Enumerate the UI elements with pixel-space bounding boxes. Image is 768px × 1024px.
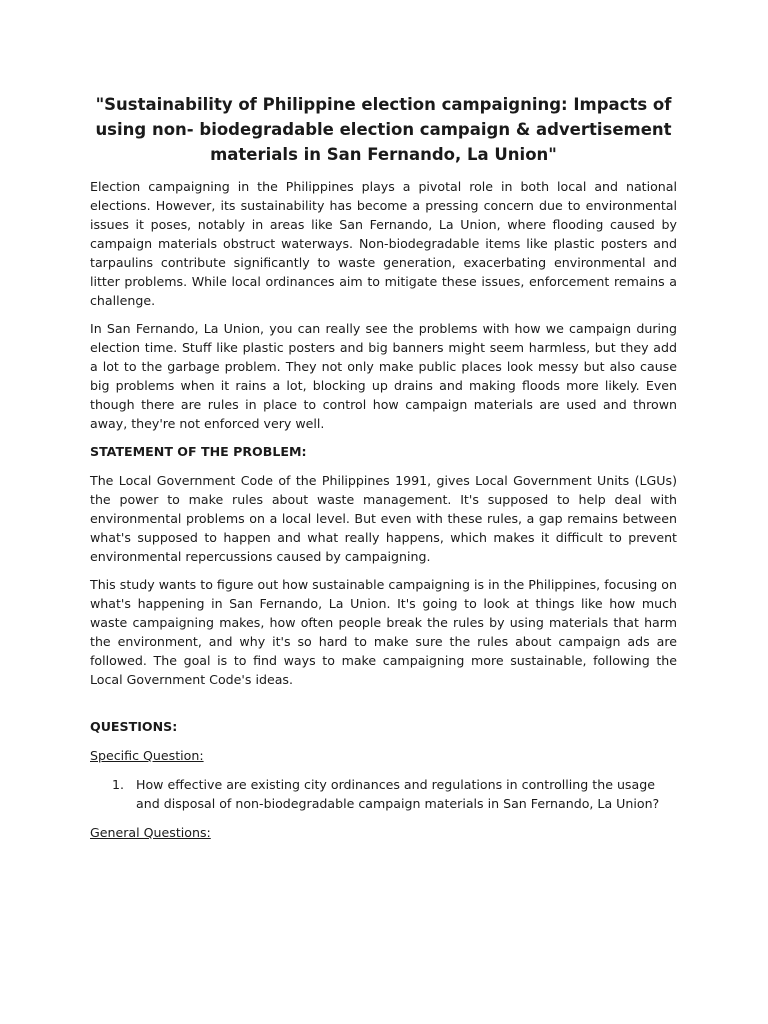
list-item [90,775,677,813]
general-questions-heading: General Questions: [90,825,211,840]
problem-paragraph-1: The Local Government Code of the Philippines 1991, gives Local Government Units (LGUs) the power to make rules about waste management. It's supposed to help deal with environmental problems on a local level. But even with these rules, a gap remains between what's supposed to happen and what really happens, which makes it difficult to prevent environmental repercussions caused by campaigning. [90,473,677,564]
specific-question-list [90,775,677,813]
document-title: "Sustainability of Philippine election campaigning: Impacts of using non- biodegradable election campaign & advertisement materials in San Fernando, La Union" [95,95,672,164]
intro-paragraph-1: Election campaigning in the Philippines plays a pivotal role in both local and national elections. However, its sustainability has become a pressing concern due to environmental issues it poses, notably in areas like San Fernando, La Union, where flooding caused by campaign materials obstruct waterways. Non-biodegradable items like plastic posters and tarpaulins contribute significantly to waste generation, exacerbating environmental and litter problems. While local ordinances aim to mitigate these issues, enforcement remains a challenge. [90,179,677,308]
problem-paragraph-2: This study wants to figure out how sustainable campaigning is in the Philippines, focusing on what's happening in San Fernando, La Union. It's going to look at things like how much waste campaigning makes, how often people break the rules by using materials that harm the environment, and why it's so hard to make sure the rules about campaign ads are followed. The goal is to find ways to make campaigning more sustainable, following the Local Government Code's ideas. [90,577,677,687]
problem-heading: STATEMENT OF THE PROBLEM: [90,444,307,459]
question-number: 1. [111,777,124,792]
intro-paragraph-2: In San Fernando, La Union, you can really see the problems with how we campaign during election time. Stuff like plastic posters and big banners might seem harmless, but they add a lot to the garbage problem. They not only make public places look messy but also cause big problems when it rains a lot, blocking up drains and making floods more likely. Even though there are rules in place to control how campaign materials are used and thrown away, they're not enforced very well. [90,321,677,431]
spacer [90,698,677,717]
specific-question-heading: Specific Question: [90,748,204,763]
questions-heading: QUESTIONS: [90,719,178,734]
question-text: How effective are existing city ordinances and regulations in controlling the usage and disposal of non-biodegradable campaign materials in San Fernando, La Union? [136,777,660,811]
document-page [90,92,677,852]
